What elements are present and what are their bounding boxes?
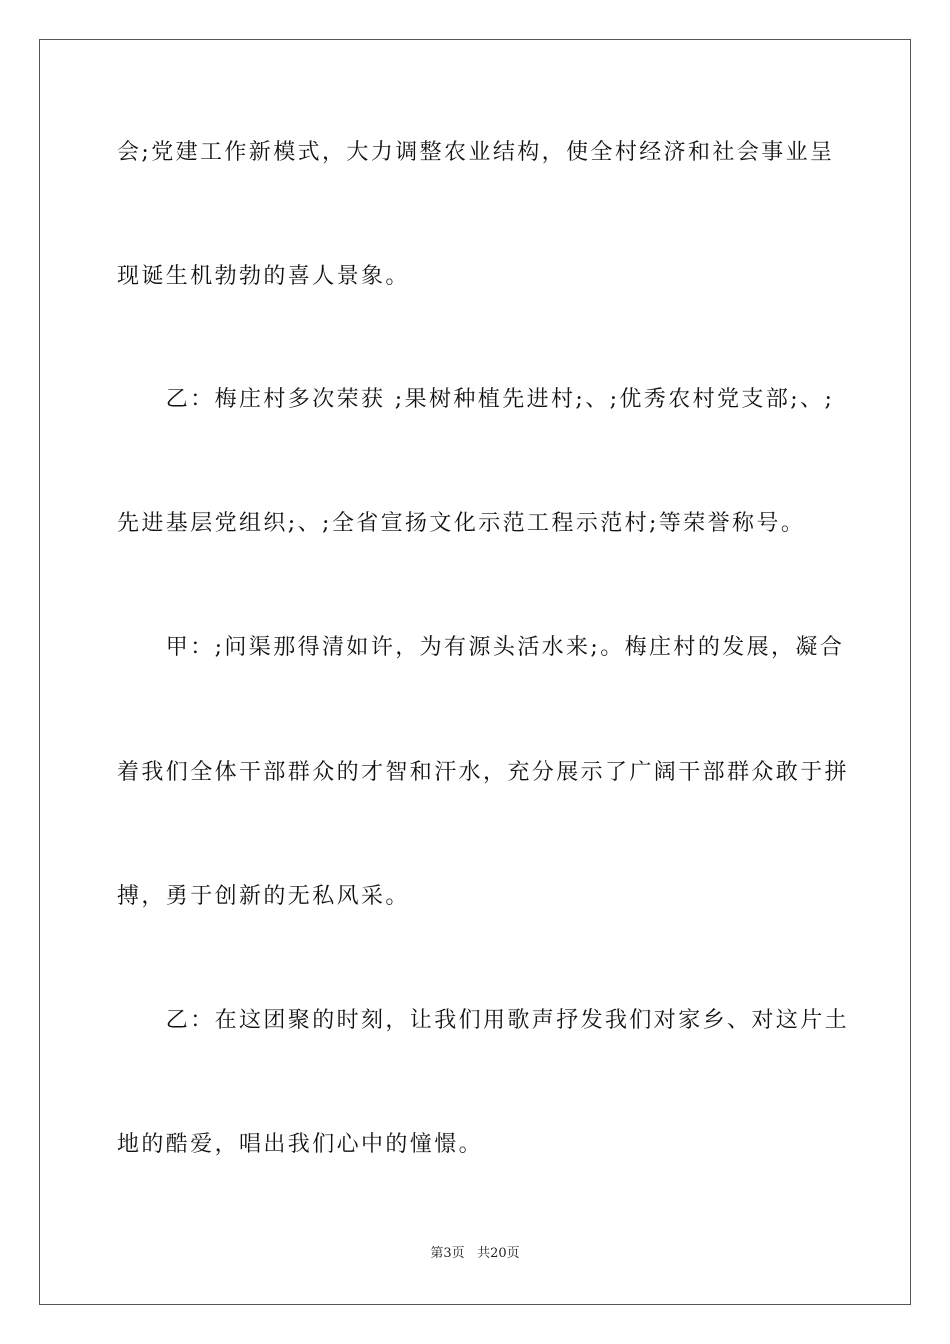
text-line-3: 乙：梅庄村多次荣获 ;果树种植先进村;、;优秀农村党支部;、; [117,387,835,412]
text-line-1: 会;党建工作新模式，大力调整农业结构，使全村经济和社会事业呈 [117,140,835,165]
text-line-9: 地的酷爱，唱出我们心中的憧憬。 [117,1132,484,1157]
page-footer [0,1245,950,1263]
text-line-6: 着我们全体干部群众的才智和汗水，充分展示了广阔干部群众敢于拼 [117,760,850,785]
text-line-5: 甲：;问渠那得清如许，为有源头活水来;。梅庄村的发展，凝合 [117,635,845,660]
text-line-4: 先进基层党组织;、;全省宣扬文化示范工程示范村;等荣誉称号。 [117,511,806,536]
text-line-8: 乙：在这团聚的时刻，让我们用歌声抒发我们对家乡、对这片土 [117,1008,850,1033]
page-number: 第3页 [430,1246,465,1261]
text-line-7: 搏，勇于创新的无私风采。 [117,884,410,909]
total-pages: 共20页 [477,1246,520,1261]
text-line-2: 现诞生机勃勃的喜人景象。 [117,264,410,289]
page-border [39,39,911,1305]
